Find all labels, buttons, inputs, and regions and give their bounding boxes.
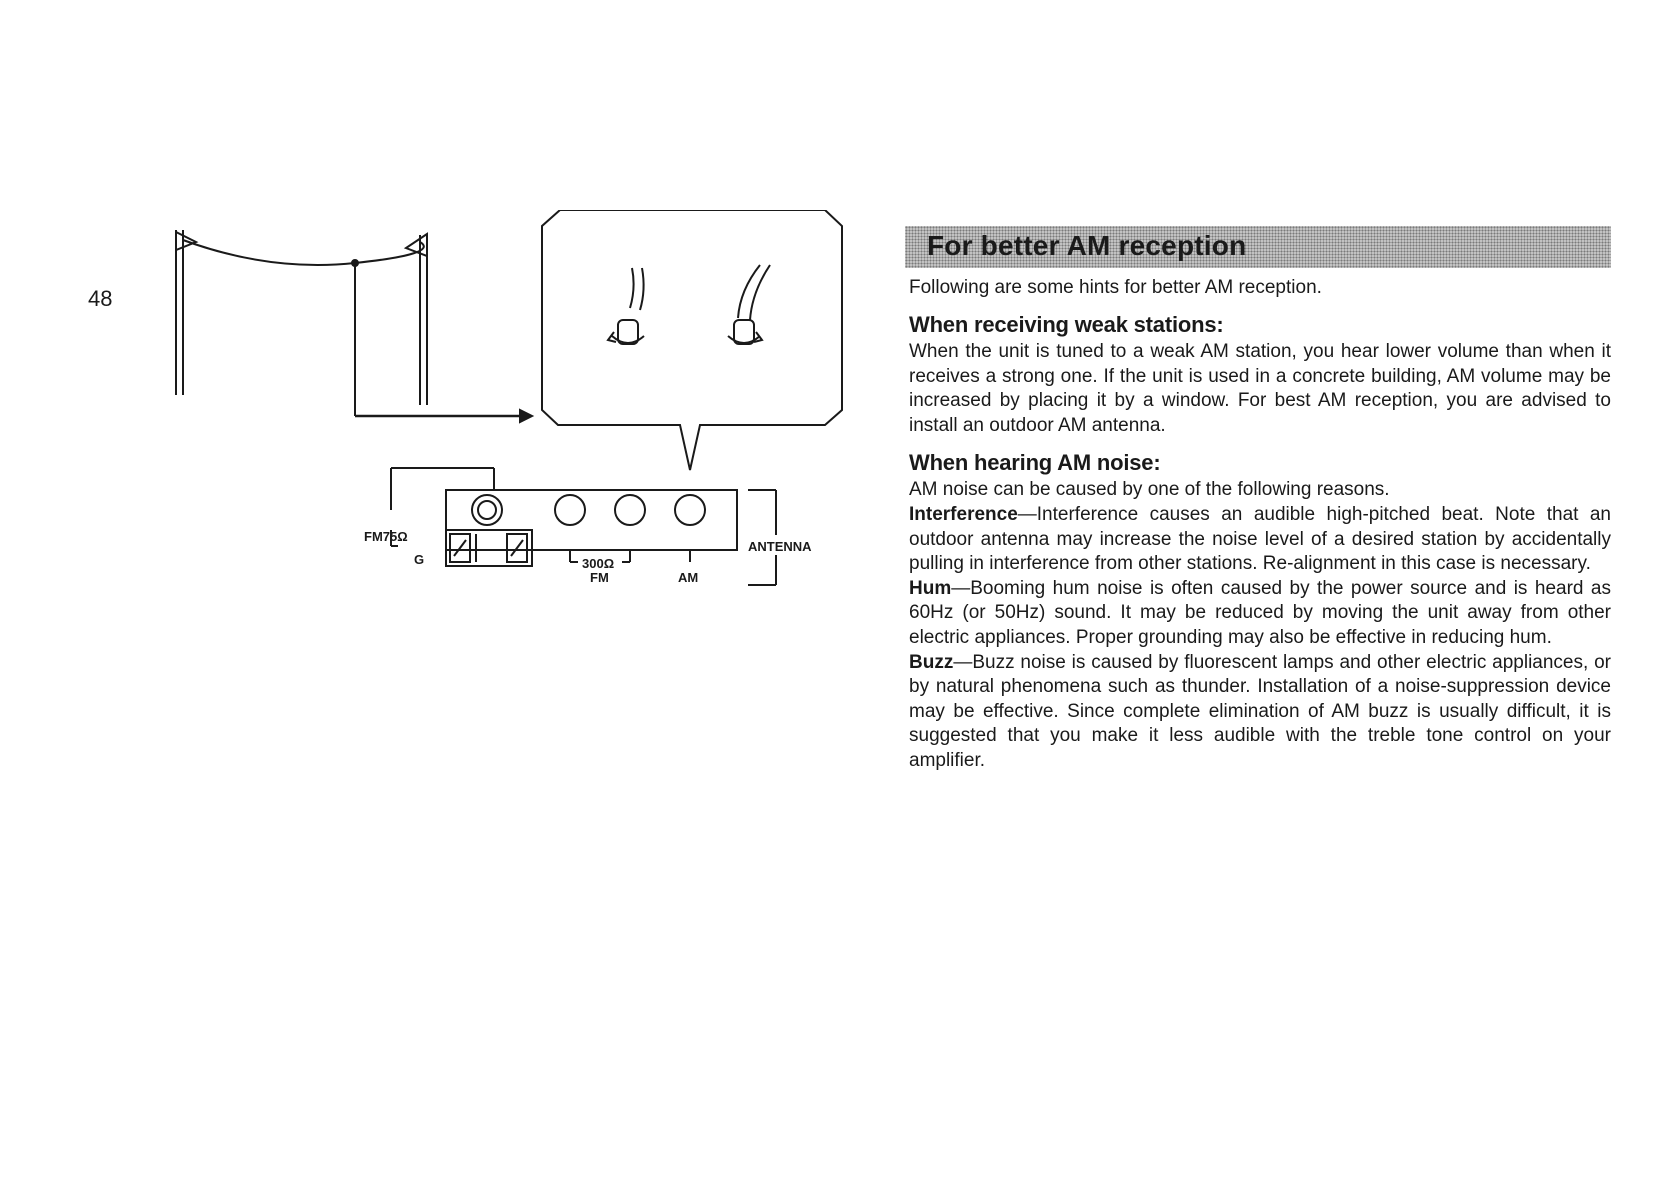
am-noise-heading: When hearing AM noise: [909, 450, 1161, 476]
fm-label: FM [590, 570, 609, 585]
am-reception-section [905, 226, 1611, 774]
hum-text: —Booming hum noise is often caused by the power source and is heard as 60Hz (or 50Hz) sound. It may be reduced by moving the unit away from other electric appliances. Proper grounding may also be effective in reducing hum. [909, 577, 1611, 648]
am-label: AM [678, 570, 699, 585]
hum-term: Hum [909, 577, 952, 599]
buzz-term: Buzz [909, 651, 954, 673]
ground-label: G [414, 552, 425, 567]
am-noise-intro: AM noise can be caused by one of the following reasons. [909, 479, 1390, 501]
section-title-banner [905, 226, 1611, 268]
page-number: 48 [88, 286, 113, 311]
weak-stations-heading: When receiving weak stations: [909, 312, 1224, 337]
hum-paragraph [909, 577, 1611, 651]
weak-stations-text: When the unit is tuned to a weak AM station, you hear lower volume than when it receives a strong one. If the unit is used in a concrete building, AM volume may be increased by placing it by a window. For best AM reception, you are advised to install an outdoor AM antenna. [909, 341, 1611, 436]
interference-text: —Interference causes an audible high-pitched beat. Note that an outdoor antenna may increase the noise level of a desired station by accidentally pulling in interference from other stations. Re-alignment in this case is necessary. [909, 503, 1611, 575]
antenna-connection-diagram [170, 210, 850, 610]
section-intro: Following are some hints for better AM reception. [909, 277, 1322, 298]
buzz-text: —Buzz noise is caused by fluorescent lamps and other electric appliances, or by natural phenomena such as thunder. Installation of a noise-suppression device may be effective. Since complete elimination of AM buzz is usually difficult, it is suggested that you make it less audible with the treble tone control on your amplifier. [909, 651, 1611, 771]
interference-term: Interference [909, 503, 1018, 525]
fm75-label: FM75Ω [364, 529, 408, 544]
fm300-label: 300Ω [582, 556, 615, 571]
antenna-diagram-svg [170, 210, 850, 610]
interference-paragraph [909, 503, 1611, 577]
outdoor-antenna-icon [176, 230, 532, 422]
antenna-label: ANTENNA [748, 539, 812, 554]
section-title: For better AM reception [927, 230, 1247, 261]
buzz-paragraph [909, 651, 1611, 774]
magnified-terminal-callout [542, 210, 842, 470]
